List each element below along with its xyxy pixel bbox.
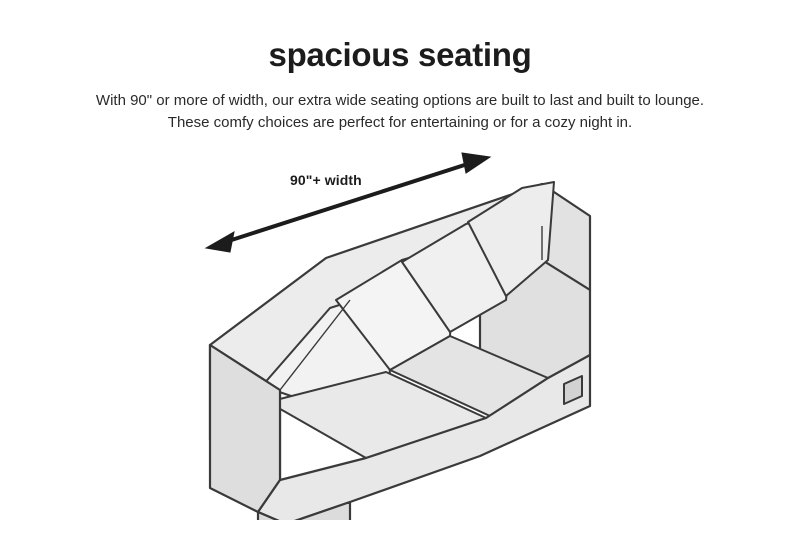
subcopy-line-2: These comfy choices are perfect for entertaining or for a cozy night in. [167,114,633,131]
sofa-illustration [150,140,670,520]
subcopy-line-1: With 90" or more of width, our extra wide seating options are built to last and built to lounge. [95,92,705,109]
sofa-line-drawing-icon [150,140,670,520]
page-subcopy [0,90,800,134]
dimension-label: 90"+ width [290,172,362,188]
page-title: spacious seating [268,36,532,73]
